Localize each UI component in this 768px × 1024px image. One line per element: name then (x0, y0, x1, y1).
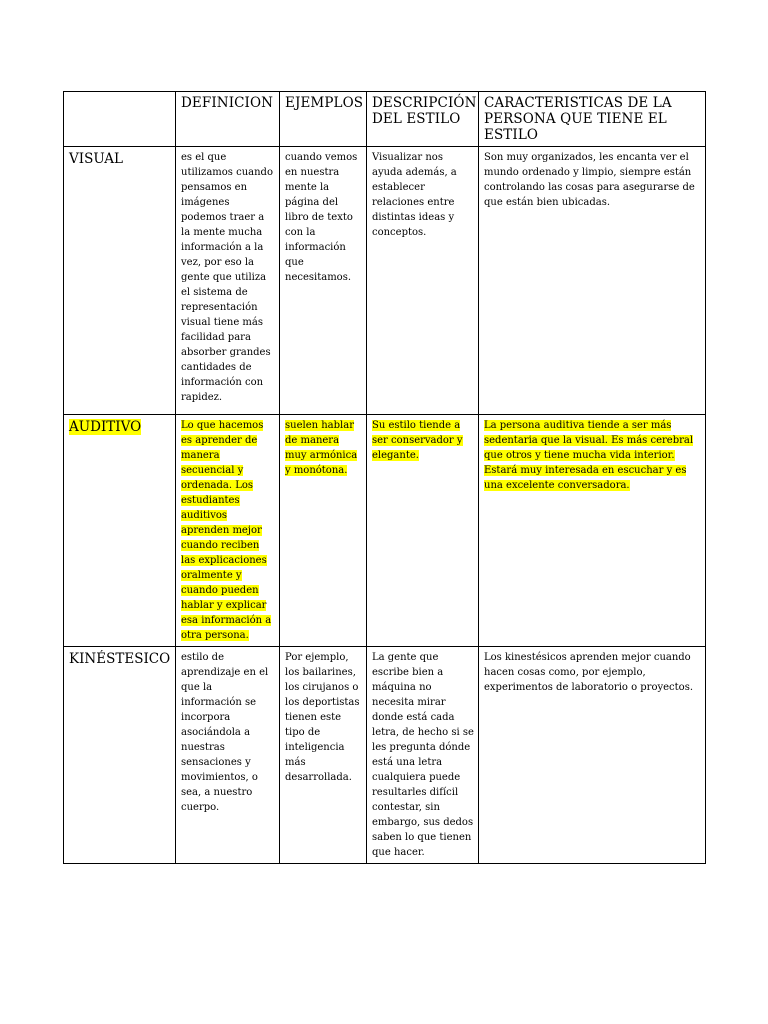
header-descripcion: DESCRIPCIÓN DEL ESTILO (367, 92, 479, 147)
row-label-text: AUDITIVO (69, 419, 142, 435)
cell-ejemplos (280, 415, 367, 647)
cell-descripcion (367, 415, 479, 647)
table-row (64, 647, 706, 864)
row-label-text: KINÉSTESICO (69, 651, 171, 667)
highlighted-text: La persona auditiva tiende a ser más sedentaria que la visual. Es más cerebral que otros y tiene mucha vida interior. Estará muy interesada en escuchar y es una excelente conversadora. (484, 420, 694, 491)
highlighted-text: Lo que hacemos es aprender de manera secuencial y ordenada. Los estudiantes auditivos aprenden mejor cuando reciben las explicaciones oralmente y cuando pueden hablar y explicar esa información a otra persona. (181, 420, 272, 641)
learning-styles-table (63, 91, 706, 864)
header-empty-cell (64, 92, 176, 147)
row-label-visual (64, 147, 176, 415)
row-label-auditivo (64, 415, 176, 647)
cell-caracteristicas (479, 147, 706, 415)
row-label-text: VISUAL (69, 151, 124, 167)
cell-definicion (176, 415, 280, 647)
cell-text: Los kinestésicos aprenden mejor cuando hacen cosas como, por ejemplo, experimentos de laboratorio o proyectos. (484, 652, 694, 693)
cell-text: Visualizar nos ayuda además, a establecer relaciones entre distintas ideas y conceptos. (372, 152, 457, 238)
header-caracteristicas: CARACTERISTICAS DE LA PERSONA QUE TIENE EL ESTILO (479, 92, 706, 147)
cell-text: estilo de aprendizaje en el que la información se incorpora asociándola a nuestras sensaciones y movimientos, o sea, a nuestro cuerpo. (181, 652, 269, 813)
cell-caracteristicas (479, 415, 706, 647)
highlighted-text: Su estilo tiende a ser conservador y elegante. (372, 420, 463, 461)
cell-text: Son muy organizados, les encanta ver el mundo ordenado y limpio, siempre están controlando las cosas para asegurarse de que están bien ubicadas. (484, 152, 695, 208)
cell-text: cuando vemos en nuestra mente la página del libro de texto con la información que necesitamos. (285, 152, 358, 283)
header-row (64, 92, 706, 147)
cell-text: La gente que escribe bien a máquina no necesita mirar donde está cada letra, de hecho si se les pregunta dónde está una letra cualquiera puede resultarles difícil contestar, sin embargo, sus dedos saben lo que tienen que hacer. (372, 652, 474, 858)
cell-ejemplos (280, 647, 367, 864)
cell-descripcion (367, 647, 479, 864)
cell-text: es el que utilizamos cuando pensamos en imágenes podemos traer a la mente mucha información a la vez, por eso la gente que utiliza el sistema de representación visual tiene más facilidad para absorber grandes cantidades de información con rapidez. (181, 152, 273, 403)
header-definicion: DEFINICION (176, 92, 280, 147)
table-row (64, 415, 706, 647)
cell-ejemplos (280, 147, 367, 415)
cell-text: Por ejemplo, los bailarines, los cirujanos o los deportistas tienen este tipo de inteligencia más desarrollada. (285, 652, 360, 783)
header-ejemplos: EJEMPLOS (280, 92, 367, 147)
cell-definicion (176, 647, 280, 864)
table-row (64, 147, 706, 415)
cell-caracteristicas (479, 647, 706, 864)
cell-descripcion (367, 147, 479, 415)
highlighted-text: suelen hablar de manera muy armónica y monótona. (285, 420, 358, 476)
row-label-kinestesico (64, 647, 176, 864)
cell-definicion (176, 147, 280, 415)
